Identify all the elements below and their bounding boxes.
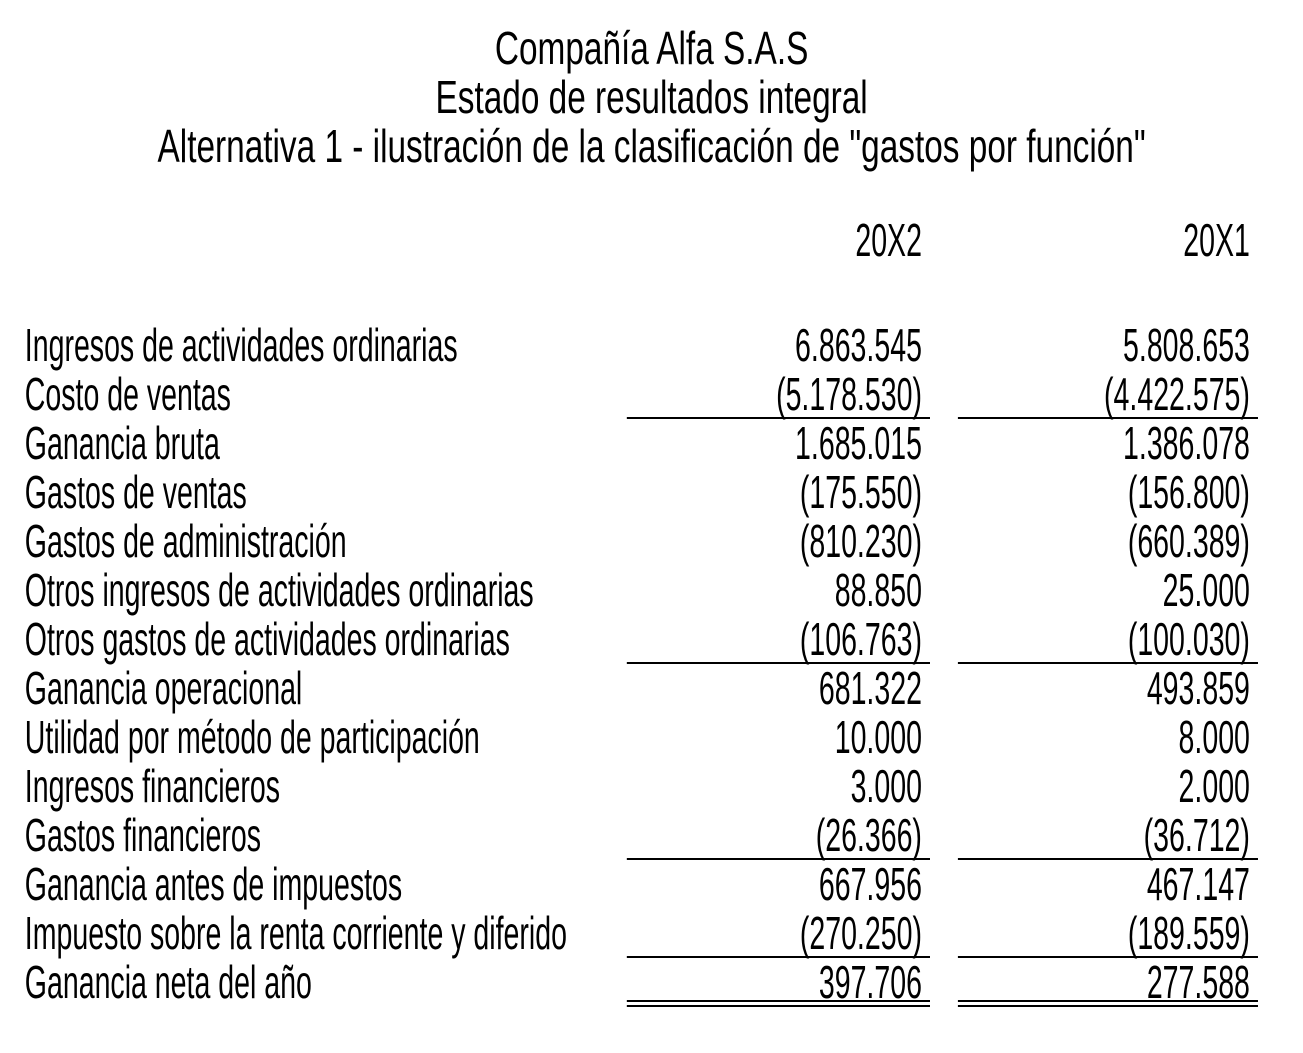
- row-label: Impuesto sobre la renta corriente y diferido: [24, 907, 567, 959]
- table-row-gastos-administracion: [0, 517, 1303, 566]
- row-value-20x2: 6.863.545: [795, 319, 922, 371]
- table-row-ingresos-ordinarios: [0, 321, 1303, 370]
- row-label: Ganancia bruta: [24, 417, 220, 469]
- row-value-20x1: 1.386.078: [1123, 417, 1250, 469]
- row-value-20x2: (810.230): [799, 515, 922, 567]
- row-label: Otros ingresos de actividades ordinarias: [24, 564, 534, 616]
- column-header-20x2: 20X2: [855, 214, 922, 266]
- row-value-20x2: (26.366): [627, 811, 930, 860]
- row-value-20x1: (189.559): [958, 909, 1258, 958]
- row-label: Costo de ventas: [24, 368, 231, 420]
- row-value-20x2: 10.000: [834, 711, 922, 763]
- row-label: Ingresos financieros: [24, 760, 281, 812]
- row-value-20x1: 5.808.653: [1123, 319, 1250, 371]
- row-label: Utilidad por método de participación: [24, 711, 480, 763]
- table-row-costo-ventas: [0, 370, 1303, 419]
- row-label: Ganancia antes de impuestos: [24, 858, 403, 910]
- row-value-20x2: (270.250): [627, 909, 930, 958]
- row-value-20x2: (106.763): [627, 615, 930, 664]
- row-label: Otros gastos de actividades ordinarias: [24, 613, 510, 665]
- table-row-ganancia-antes-impuestos: [0, 860, 1303, 909]
- row-value-20x2: 681.322: [818, 662, 922, 714]
- row-value-20x2: (175.550): [799, 466, 922, 518]
- column-header-row: [0, 216, 1303, 265]
- table-row-ganancia-operacional: [0, 664, 1303, 713]
- row-value-20x1: 277.588: [958, 958, 1258, 1007]
- row-value-20x1: 467.147: [1146, 858, 1250, 910]
- row-label: Gastos financieros: [24, 809, 262, 861]
- row-label: Gastos de administración: [24, 515, 347, 567]
- column-header-20x1: 20X1: [1183, 214, 1250, 266]
- row-label: Ganancia neta del año: [24, 956, 312, 1008]
- table-row-utilidad-participacion: [0, 713, 1303, 762]
- alternative-subtitle: Alternativa 1 - ilustración de la clasificación de "gastos por función": [157, 120, 1146, 172]
- table-row-ingresos-financieros: [0, 762, 1303, 811]
- table-row-otros-ingresos: [0, 566, 1303, 615]
- row-label: Ganancia operacional: [24, 662, 303, 714]
- table-row-ganancia-bruta: [0, 419, 1303, 468]
- row-value-20x2: 88.850: [834, 564, 922, 616]
- row-value-20x1: (100.030): [958, 615, 1258, 664]
- row-value-20x1: (156.800): [1127, 466, 1250, 518]
- title-block: [0, 24, 1303, 171]
- statement-title: Estado de resultados integral: [435, 71, 868, 123]
- row-value-20x1: (660.389): [1127, 515, 1250, 567]
- row-value-20x2: 667.956: [818, 858, 922, 910]
- row-label: Ingresos de actividades ordinarias: [24, 319, 458, 371]
- row-value-20x2: (5.178.530): [627, 370, 930, 419]
- row-value-20x1: (4.422.575): [958, 370, 1258, 419]
- row-value-20x1: (36.712): [958, 811, 1258, 860]
- table-row-otros-gastos: [0, 615, 1303, 664]
- statement-body: [0, 321, 1303, 1007]
- row-label: Gastos de ventas: [24, 466, 247, 518]
- table-row-impuesto-renta: [0, 909, 1303, 958]
- company-name: Compañía Alfa S.A.S: [494, 22, 809, 74]
- row-value-20x1: 2.000: [1178, 760, 1250, 812]
- row-value-20x2: 397.706: [627, 958, 930, 1007]
- row-value-20x1: 493.859: [1146, 662, 1250, 714]
- table-row-gastos-ventas: [0, 468, 1303, 517]
- table-row-ganancia-neta: [0, 958, 1303, 1007]
- header-spacer: [0, 216, 627, 265]
- row-value-20x2: 3.000: [850, 760, 922, 812]
- row-value-20x1: 8.000: [1178, 711, 1250, 763]
- row-value-20x2: 1.685.015: [795, 417, 922, 469]
- table-row-gastos-financieros: [0, 811, 1303, 860]
- row-value-20x1: 25.000: [1162, 564, 1250, 616]
